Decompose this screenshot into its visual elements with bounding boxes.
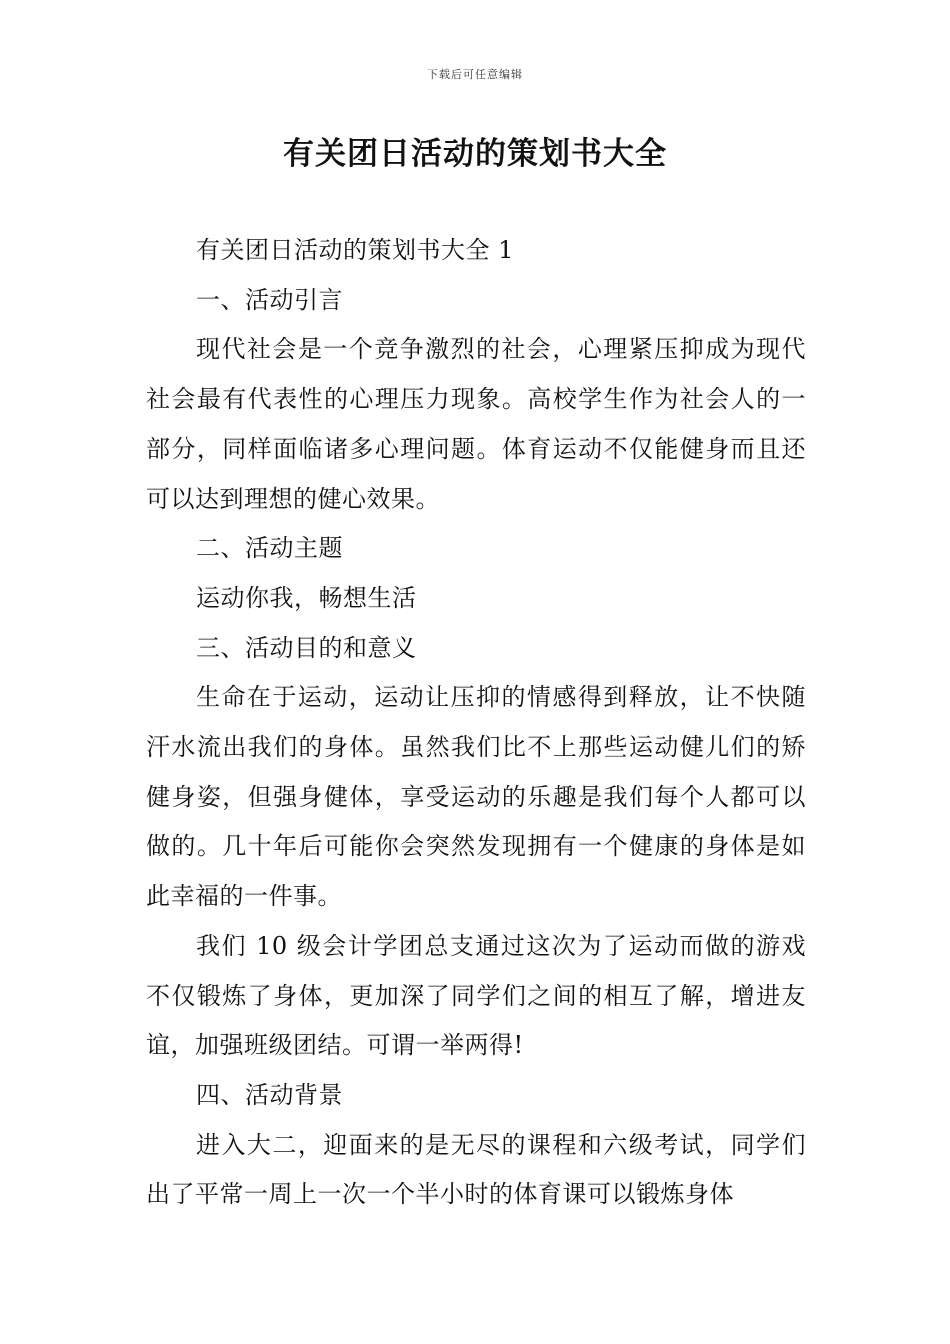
background-paragraph: 进入大二，迎面来的是无尽的课程和六级考试，同学们出了平常一周上一次一个半小时的体育课可以锻炼身体 <box>146 1130 806 1209</box>
section-heading-intro: 一、活动引言 <box>196 285 343 314</box>
section-heading-purpose: 三、活动目的和意义 <box>196 633 417 662</box>
section-heading-background: 四、活动背景 <box>196 1080 343 1109</box>
intro-paragraph: 现代社会是一个竞争激烈的社会，心理紧压抑成为现代社会最有代表性的心理压力现象。高校学生作为社会人的一部分，同样面临诸多心理问题。体育运动不仅能健身而且还可以达到理想的健心效果。 <box>146 335 806 513</box>
document-body <box>146 226 806 1220</box>
header-note: 下载后可任意编辑 <box>427 68 523 81</box>
section-heading-theme: 二、活动主题 <box>196 534 343 563</box>
purpose-paragraph: 生命在于运动，运动让压抑的情感得到释放，让不快随汗水流出我们的身体。虽然我们比不上那些运动健儿们的矫健身姿，但强身健体，享受运动的乐趣是我们每个人都可以做的。几十年后可能你会突然发现拥有一个健康的身体是如此幸福的一件事。 <box>146 683 806 911</box>
purpose-paragraph-2: 我们 10 级会计学团总支通过这次为了运动而做的游戏不仅锻炼了身体，更加深了同学们之间的相互了解，增进友谊，加强班级团结。可谓一举两得! <box>146 931 806 1060</box>
document-title: 有关团日活动的策划书大全 <box>283 136 667 172</box>
theme-paragraph: 运动你我，畅想生活 <box>196 583 417 612</box>
subtitle-paragraph: 有关团日活动的策划书大全 1 <box>196 236 514 264</box>
